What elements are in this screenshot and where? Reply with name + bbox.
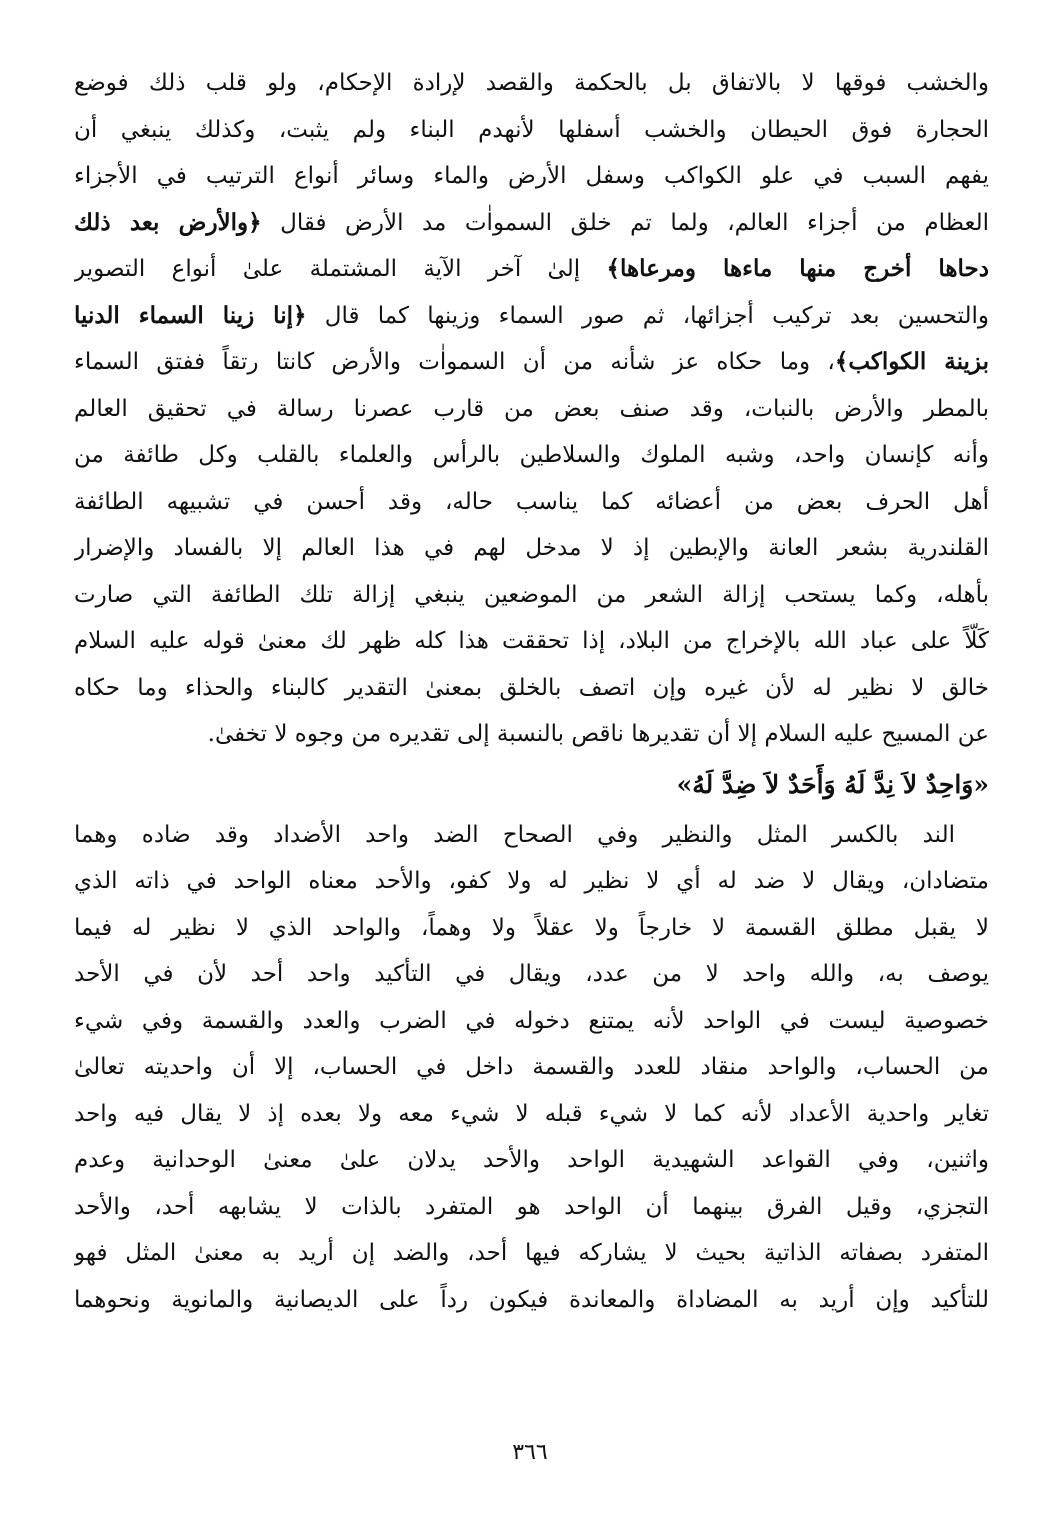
text-line: يفهم السبب في علو الكواكب وسفل الأرض والماء وسائر أنواع الترتيب في الأجزاء	[74, 163, 989, 189]
text-line: أهل الحرف بعض من أعضائه كما يناسب حاله، وقد أحسن في تشبيهه الطائفة	[74, 488, 989, 515]
text-line: واثنين، وفي القواعد الشهيدية الواحد والأحد يدلان علىٰ معنىٰ الوحدانية وعدم	[74, 1147, 989, 1173]
quran-quote: ﴿والأرض بعد ذلك	[74, 208, 262, 236]
quran-quote: بزينة الكواكب﴾	[834, 348, 989, 375]
quran-quote: ﴿إنا زينا السماء الدنيا	[74, 301, 307, 329]
section-heading: «وَاحِدٌ لاَ نِدَّ لَهُ وَأَحَدٌ لاَ ضِدَّ لَهُ»	[676, 769, 989, 799]
text-line	[74, 293, 989, 340]
quran-quote: دحاها أخرج منها ماءها ومرعاها﴾	[606, 255, 989, 282]
text-line: يوصف به، والله واحد لا من عدد، ويقال في التأكيد واحد أحد لأن في الأحد	[74, 961, 989, 987]
text-line: وأنه كإنسان واحد، وشبه الملوك والسلاطين بالرأس والعلماء بالقلب وكل طائفة من	[74, 442, 989, 468]
text-line	[74, 200, 989, 247]
text-line: بالمطر والأرض بالنبات، وقد صنف بعض من قارب عصرنا رسالة في تحقيق العالم	[74, 395, 989, 422]
page-body	[74, 60, 989, 1323]
text-line: المتفرد بصفاته الذاتية بحيث لا يشاركه فيها أحد، والضد إن أريد به معنىٰ المثل فهو	[74, 1240, 989, 1266]
text-line: خالق لا نظير له لأن غيره وإن اتصف بالخلق بمعنىٰ التقدير كالبناء والحذاء وما حكاه	[74, 674, 989, 701]
text-line: لا يقبل مطلق القسمة لا خارجاً ولا عقلاً ولا وهماً، والواحد الذي لا نظير له فيما	[74, 914, 989, 941]
text-line: متضادان، ويقال لا ضد له أي لا نظير له ولا كفو، والأحد معناه الواحد في ذاته الذي	[74, 868, 989, 894]
text-line: تغاير واحدية الأعداد لأنه كما لا شيء قبله لا شيء معه ولا بعده إذ لا يقال فيه واحد	[74, 1100, 989, 1127]
text-line: القلندرية بشعر العانة والإبطين إذ لا مدخل لهم في هذا العالم إلا بالفساد والإضرار	[74, 535, 989, 561]
text-line	[74, 339, 989, 386]
text-line: من الحساب، والواحد منقاد للعدد والقسمة داخل في الحساب، إلا أن واحديته تعالىٰ	[74, 1054, 989, 1080]
text-line: الحجارة فوق الحيطان والخشب أسفلها لأنهدم البناء ولم يثبت، وكذلك ينبغي أن	[74, 116, 989, 143]
text-line: بأهله، وكما يستحب إزالة الشعر من الموضعين ينبغي إزالة تلك الطائفة التي صارت	[74, 581, 989, 608]
text-line: التجزي، وقيل الفرق بينهما أن الواحد هو المتفرد بالذات لا يشابهه أحد، والأحد	[74, 1193, 989, 1220]
text-line: والخشب فوقها لا بالاتفاق بل بالحكمة والقصد لإرادة الإحكام، ولو قلب ذلك فوضع	[74, 70, 989, 96]
text-line: كَلّاً على عباد الله بالإخراج من البلاد، إذا تحققت هذا كله ظهر لك معنىٰ قوله عليه السلام	[74, 628, 989, 654]
text-line: خصوصية ليست في الواحد لأنه يمتنع دخوله في الضرب والعدد والقسمة وفي شيء	[74, 1007, 989, 1034]
text-span: والتحسين بعد تركيب أجزائها، ثم صور السماء وزينها كما قال	[306, 302, 989, 329]
text-line: عن المسيح عليه السلام إلا أن تقديرها ناقص بالنسبة إلى تقديره من وجوه لا تخفىٰ.	[207, 721, 989, 747]
text-span: إلىٰ آخر الآية المشتملة علىٰ أنواع التصوير	[74, 256, 607, 282]
page-number: ٣٦٦	[512, 1440, 548, 1465]
text-line: الند بالكسر المثل والنظير وفي الصحاح الضد واحد الأضداد وقد ضاده وهما	[74, 821, 955, 848]
text-span: ، وما حكاه عز شأنه من أن السمواٰت والأرض كانتا رتقاً ففتق السماء	[74, 349, 835, 375]
text-line: للتأكيد وإن أريد به المضاداة والمعاندة فيكون رداً على الديصانية والمانوية ونحوهما	[74, 1286, 989, 1313]
text-line	[74, 246, 989, 293]
text-span: العظام من أجزاء العالم، ولما تم خلق السمواٰت مد الأرض فقال	[261, 209, 989, 236]
